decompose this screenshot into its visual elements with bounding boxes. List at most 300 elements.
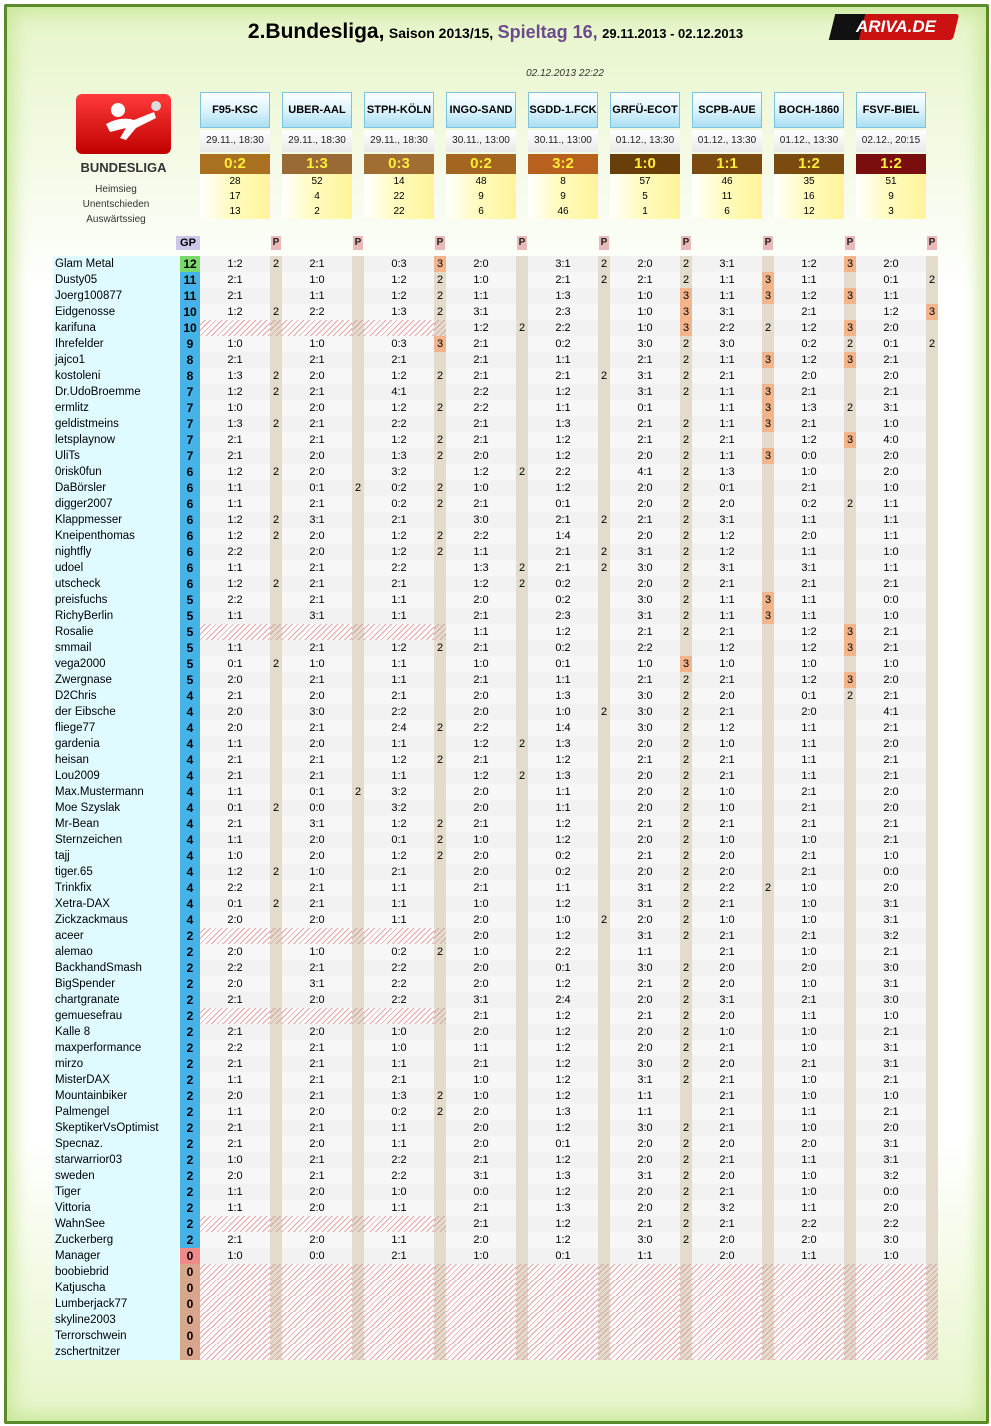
player-name[interactable]: aceer xyxy=(55,930,84,942)
tip-points xyxy=(270,992,282,1008)
tip-cell xyxy=(774,768,856,784)
tip-value xyxy=(364,1312,434,1328)
match-teams[interactable]: SGDD-1.FCK xyxy=(528,92,598,128)
player-name[interactable]: BackhandSmash xyxy=(55,962,142,974)
player-name[interactable]: Kalle 8 xyxy=(55,1026,91,1038)
tip-value: 0:1 xyxy=(774,688,844,704)
tip-cell xyxy=(364,1232,446,1248)
tip-points xyxy=(926,384,938,400)
player-gp: 2 xyxy=(180,992,200,1008)
tip-points xyxy=(270,672,282,688)
tip-value xyxy=(856,1344,926,1360)
player-gp: 4 xyxy=(180,816,200,832)
points-header[interactable]: P xyxy=(600,237,608,248)
player-name[interactable]: mirzo xyxy=(55,1058,84,1070)
tip-cell xyxy=(200,832,282,848)
player-name[interactable]: tiger.65 xyxy=(55,866,93,878)
tip-points xyxy=(434,912,446,928)
tip-cell xyxy=(774,1056,856,1072)
tip-value: 1:2 xyxy=(200,256,270,272)
player-gp: 2 xyxy=(180,1200,200,1216)
tip-points xyxy=(352,288,364,304)
tip-points: 2 xyxy=(680,608,692,624)
player-name[interactable]: Manager xyxy=(55,1250,101,1262)
player-name[interactable]: skyline2003 xyxy=(55,1314,116,1326)
tip-points: 3 xyxy=(680,288,692,304)
match-teams[interactable]: INGO-SAND xyxy=(446,92,516,128)
player-name[interactable]: sweden xyxy=(55,1170,95,1182)
points-header[interactable]: P xyxy=(272,237,280,248)
player-name[interactable]: udoel xyxy=(55,562,84,574)
points-header[interactable]: P xyxy=(928,237,936,248)
gp-header[interactable]: GP xyxy=(176,236,200,250)
tip-points xyxy=(434,928,446,944)
tip-points xyxy=(926,1152,938,1168)
player-name[interactable]: boobiebrid xyxy=(55,1266,109,1278)
tip-cell xyxy=(364,400,446,416)
tip-cell xyxy=(856,880,938,896)
points-header[interactable]: P xyxy=(682,237,690,248)
tip-cell xyxy=(364,800,446,816)
tip-points xyxy=(680,1328,692,1344)
tip-value: 2:1 xyxy=(200,1056,270,1072)
tip-points xyxy=(516,1120,528,1136)
tip-points xyxy=(762,1232,774,1248)
tip-cell xyxy=(856,256,938,272)
tip-cell xyxy=(610,704,692,720)
tip-points xyxy=(434,1280,446,1296)
player-name[interactable]: DaBörsler xyxy=(55,482,107,494)
tip-cell xyxy=(774,720,856,736)
player-name[interactable]: nightfly xyxy=(55,546,92,558)
tip-value: 0:2 xyxy=(528,576,598,592)
tip-points xyxy=(926,960,938,976)
home-win-count: 57 xyxy=(610,174,680,189)
player-name[interactable]: der Eibsche xyxy=(55,706,116,718)
tip-cell xyxy=(364,1056,446,1072)
tip-cell xyxy=(774,1264,856,1280)
player-name[interactable]: Dr.UdoBroemme xyxy=(55,386,141,398)
tip-value: 2:0 xyxy=(446,960,516,976)
tip-value: 2:0 xyxy=(610,800,680,816)
player-gp: 6 xyxy=(180,496,200,512)
tip-cell xyxy=(282,464,364,480)
tip-points xyxy=(926,1232,938,1248)
player-name[interactable]: Tiger xyxy=(55,1186,81,1198)
tip-value: 1:1 xyxy=(610,1088,680,1104)
match-teams[interactable]: UBER-AAL xyxy=(282,92,352,128)
tip-value: 2:0 xyxy=(446,688,516,704)
tip-points xyxy=(270,544,282,560)
tip-points: 3 xyxy=(680,320,692,336)
player-name[interactable]: Glam Metal xyxy=(55,258,114,270)
tip-points xyxy=(516,1072,528,1088)
tip-points xyxy=(270,880,282,896)
match-teams[interactable]: STPH-KÖLN xyxy=(364,92,434,128)
tip-cell xyxy=(610,960,692,976)
match-teams[interactable]: GRFÜ-ECOT xyxy=(610,92,680,128)
tip-cell xyxy=(282,352,364,368)
points-header[interactable]: P xyxy=(764,237,772,248)
tip-cell xyxy=(856,1344,938,1360)
player-name[interactable]: starwarrior03 xyxy=(55,1154,123,1166)
tip-value: 2:0 xyxy=(692,1056,762,1072)
player-gp: 9 xyxy=(180,336,200,352)
tip-points xyxy=(352,720,364,736)
player-name[interactable]: Moe Szyslak xyxy=(55,802,121,814)
points-header[interactable]: P xyxy=(846,237,854,248)
player-name[interactable]: Vittoria xyxy=(55,1202,91,1214)
player-name[interactable]: Joerg100877 xyxy=(55,290,123,302)
tip-points: 2 xyxy=(680,1008,692,1024)
tip-value: 1:1 xyxy=(692,448,762,464)
tip-points: 2 xyxy=(680,1232,692,1248)
tip-cell xyxy=(856,1264,938,1280)
player-name[interactable]: Rosalie xyxy=(55,626,94,638)
tip-value: 2:1 xyxy=(200,432,270,448)
player-name[interactable]: alemao xyxy=(55,946,93,958)
tip-points xyxy=(598,304,610,320)
tip-points xyxy=(352,816,364,832)
tip-cell xyxy=(446,592,528,608)
tip-value xyxy=(200,1344,270,1360)
player-name[interactable]: vega2000 xyxy=(55,658,106,670)
tip-value: 4:1 xyxy=(610,464,680,480)
match-result: 0:2 xyxy=(446,154,516,174)
tip-cell xyxy=(528,1296,610,1312)
player-name[interactable]: Dusty05 xyxy=(55,274,98,286)
player-name[interactable]: jajco1 xyxy=(55,354,86,366)
tip-cell xyxy=(364,864,446,880)
tip-points xyxy=(352,1232,364,1248)
tip-value: 2:1 xyxy=(282,496,352,512)
tip-points xyxy=(926,1296,938,1312)
tip-points: 3 xyxy=(844,672,856,688)
tip-value: 2:2 xyxy=(446,384,516,400)
tip-cell xyxy=(200,800,282,816)
tip-value: 1:1 xyxy=(774,608,844,624)
tip-cell xyxy=(528,784,610,800)
tip-value: 1:2 xyxy=(528,384,598,400)
tip-points xyxy=(762,1040,774,1056)
player-name[interactable]: Eidgenosse xyxy=(55,306,116,318)
tip-cell xyxy=(610,1168,692,1184)
player-name[interactable]: Zuckerberg xyxy=(55,1234,114,1246)
player-name[interactable]: chartgranate xyxy=(55,994,120,1006)
tip-points xyxy=(270,1088,282,1104)
player-gp: 4 xyxy=(180,896,200,912)
player-name[interactable]: Sternzeichen xyxy=(55,834,123,846)
player-name[interactable]: Lumberjack77 xyxy=(55,1298,128,1310)
draw-count: 16 xyxy=(774,189,844,204)
tip-cell xyxy=(200,896,282,912)
tip-value: 1:1 xyxy=(364,1200,434,1216)
tip-points: 3 xyxy=(844,624,856,640)
tip-cell xyxy=(282,1024,364,1040)
player-name[interactable]: Mountainbiker xyxy=(55,1090,128,1102)
player-name[interactable]: ermlitz xyxy=(55,402,89,414)
tip-points xyxy=(516,1200,528,1216)
tip-points: 2 xyxy=(680,816,692,832)
tip-value: 1:1 xyxy=(692,416,762,432)
match-teams[interactable]: F95-KSC xyxy=(200,92,270,128)
tip-points: 2 xyxy=(680,528,692,544)
tip-value: 1:1 xyxy=(692,272,762,288)
tip-value xyxy=(282,1008,352,1024)
player-name[interactable]: smmail xyxy=(55,642,92,654)
player-name[interactable]: tajj xyxy=(55,850,70,862)
tip-value: 1:0 xyxy=(856,608,926,624)
player-name[interactable]: MisterDAX xyxy=(55,1074,110,1086)
tip-cell xyxy=(364,640,446,656)
tip-points xyxy=(926,592,938,608)
tip-points: 2 xyxy=(680,992,692,1008)
tip-cell xyxy=(610,1056,692,1072)
player-gp: 2 xyxy=(180,928,200,944)
tip-cell xyxy=(446,672,528,688)
tip-value: 1:0 xyxy=(200,1248,270,1264)
tip-points: 2 xyxy=(680,1136,692,1152)
tip-cell xyxy=(364,704,446,720)
draw-count: 11 xyxy=(692,189,762,204)
tip-value: 1:0 xyxy=(774,880,844,896)
tip-value: 1:0 xyxy=(200,848,270,864)
tip-value: 1:1 xyxy=(200,832,270,848)
tip-cell xyxy=(446,1344,528,1360)
player-name[interactable]: digger2007 xyxy=(55,498,113,510)
tip-value: 1:1 xyxy=(528,800,598,816)
tip-cell xyxy=(692,1088,774,1104)
player-name[interactable]: kostoleni xyxy=(55,370,101,382)
player-name[interactable]: geldistmeins xyxy=(55,418,119,430)
tip-points xyxy=(352,384,364,400)
player-name[interactable]: Terrorschwein xyxy=(55,1330,127,1342)
tip-points xyxy=(598,688,610,704)
tip-cell xyxy=(856,1104,938,1120)
tip-points: 2 xyxy=(270,576,282,592)
player-name[interactable]: Trinkfix xyxy=(55,882,92,894)
tip-value: 2:1 xyxy=(200,1232,270,1248)
tip-points xyxy=(516,1280,528,1296)
tip-value: 1:0 xyxy=(856,544,926,560)
match-teams[interactable]: BOCH-1860 xyxy=(774,92,844,128)
tip-cell xyxy=(446,656,528,672)
tip-value: 1:1 xyxy=(364,656,434,672)
tip-points: 2 xyxy=(270,368,282,384)
player-name[interactable]: Kneipenthomas xyxy=(55,530,135,542)
player-name[interactable]: Palmengel xyxy=(55,1106,110,1118)
tip-value: 2:1 xyxy=(282,672,352,688)
tip-cell xyxy=(200,448,282,464)
points-header[interactable]: P xyxy=(518,237,526,248)
tip-cell xyxy=(200,592,282,608)
tip-points xyxy=(598,1024,610,1040)
player-gp: 4 xyxy=(180,912,200,928)
points-header[interactable]: P xyxy=(354,237,362,248)
tip-value: 2:2 xyxy=(610,640,680,656)
tip-points xyxy=(516,784,528,800)
tip-value: 1:1 xyxy=(446,288,516,304)
tip-value: 2:1 xyxy=(692,672,762,688)
player-name[interactable]: Zwergnase xyxy=(55,674,112,686)
tip-value: 2:1 xyxy=(446,672,516,688)
tip-points xyxy=(270,784,282,800)
player-name[interactable]: gardenia xyxy=(55,738,100,750)
match-teams[interactable]: SCPB-AUE xyxy=(692,92,762,128)
tip-cell xyxy=(774,688,856,704)
player-name[interactable]: Klappmesser xyxy=(55,514,123,526)
tip-cell xyxy=(610,1344,692,1360)
player-name[interactable]: letsplaynow xyxy=(55,434,116,446)
tip-value: 2:0 xyxy=(692,688,762,704)
tip-value: 1:2 xyxy=(528,752,598,768)
tip-cell xyxy=(774,528,856,544)
tip-points xyxy=(352,1296,364,1312)
tip-points: 2 xyxy=(680,896,692,912)
tip-cell xyxy=(446,528,528,544)
player-name[interactable]: Katjuscha xyxy=(55,1282,106,1294)
tip-value: 2:1 xyxy=(528,512,598,528)
tip-value: 1:1 xyxy=(610,944,680,960)
tip-points xyxy=(844,416,856,432)
player-name[interactable]: BigSpender xyxy=(55,978,116,990)
tip-points xyxy=(516,832,528,848)
tip-value: 1:0 xyxy=(200,336,270,352)
tip-points xyxy=(270,960,282,976)
tip-value: 1:0 xyxy=(200,400,270,416)
tip-points: 2 xyxy=(516,560,528,576)
tip-points: 3 xyxy=(926,304,938,320)
tip-cell xyxy=(528,752,610,768)
match-date: 30.11., 13:00 xyxy=(528,130,598,152)
match-date: 02.12., 20:15 xyxy=(856,130,926,152)
tip-points: 2 xyxy=(680,720,692,736)
tip-points xyxy=(516,992,528,1008)
tip-value: 3:2 xyxy=(692,1200,762,1216)
tip-value: 1:1 xyxy=(364,592,434,608)
tip-points: 2 xyxy=(516,464,528,480)
player-name[interactable]: heisan xyxy=(55,754,89,766)
tip-cell xyxy=(692,480,774,496)
tip-value: 1:2 xyxy=(364,400,434,416)
tip-points xyxy=(270,352,282,368)
tip-value: 2:0 xyxy=(856,880,926,896)
tip-value: 1:1 xyxy=(856,496,926,512)
tip-value: 2:1 xyxy=(200,816,270,832)
tip-cell xyxy=(446,624,528,640)
tip-value: 2:1 xyxy=(774,384,844,400)
player-name[interactable]: UliTs xyxy=(55,450,80,462)
tip-cell xyxy=(528,400,610,416)
player-name[interactable]: SkeptikerVsOptimist xyxy=(55,1122,159,1134)
player-name[interactable]: Lou2009 xyxy=(55,770,100,782)
tip-cell xyxy=(282,656,364,672)
tip-points: 2 xyxy=(680,880,692,896)
player-name[interactable]: Zickzackmaus xyxy=(55,914,128,926)
tip-cell xyxy=(528,608,610,624)
tip-value: 2:0 xyxy=(692,848,762,864)
player-name[interactable]: preisfuchs xyxy=(55,594,108,606)
player-name[interactable]: Xetra-DAX xyxy=(55,898,110,910)
tip-value: 2:0 xyxy=(856,736,926,752)
tip-cell xyxy=(856,1232,938,1248)
tip-points xyxy=(598,784,610,800)
tip-value: 2:0 xyxy=(692,1248,762,1264)
player-name[interactable]: WahnSee xyxy=(55,1218,106,1230)
tip-value: 2:1 xyxy=(774,784,844,800)
tip-value: 2:0 xyxy=(856,320,926,336)
tip-value xyxy=(282,320,352,336)
player-name[interactable]: Specnaz. xyxy=(55,1138,103,1150)
tip-points xyxy=(270,944,282,960)
player-name[interactable]: fliege77 xyxy=(55,722,96,734)
tip-value: 1:0 xyxy=(446,896,516,912)
tip-value: 2:2 xyxy=(200,1040,270,1056)
points-header[interactable]: P xyxy=(436,237,444,248)
player-name[interactable]: zschertnitzer xyxy=(55,1346,121,1358)
tip-value: 2:0 xyxy=(692,864,762,880)
tip-cell xyxy=(692,816,774,832)
tip-cell xyxy=(610,576,692,592)
tip-points: 2 xyxy=(434,496,446,512)
tip-points: 2 xyxy=(680,912,692,928)
tip-value: 2:1 xyxy=(692,816,762,832)
tip-points xyxy=(844,704,856,720)
tip-value xyxy=(856,1280,926,1296)
player-name[interactable]: D2Chris xyxy=(55,690,97,702)
player-name[interactable]: Max.Mustermann xyxy=(55,786,144,798)
player-name[interactable]: RichyBerlin xyxy=(55,610,114,622)
tip-points xyxy=(762,896,774,912)
tip-points xyxy=(270,1104,282,1120)
tip-cell xyxy=(364,688,446,704)
tip-cell xyxy=(200,672,282,688)
match-teams[interactable]: FSVF-BIEL xyxy=(856,92,926,128)
tip-value: 2:2 xyxy=(200,544,270,560)
tip-value xyxy=(610,1344,680,1360)
tip-points xyxy=(434,976,446,992)
player-name[interactable]: Mr-Bean xyxy=(55,818,100,830)
tip-points xyxy=(516,400,528,416)
tip-points xyxy=(598,992,610,1008)
tip-value: 1:1 xyxy=(364,768,434,784)
tip-cell xyxy=(774,1216,856,1232)
tip-value: 2:0 xyxy=(692,1168,762,1184)
player-name[interactable]: 0risk0fun xyxy=(55,466,102,478)
player-name[interactable]: karifuna xyxy=(55,322,96,334)
player-name[interactable]: utscheck xyxy=(55,578,101,590)
tip-cell xyxy=(200,1232,282,1248)
ariva-logo[interactable] xyxy=(833,14,959,40)
player-name[interactable]: maxperformance xyxy=(55,1042,142,1054)
tip-value: 1:2 xyxy=(364,640,434,656)
tip-value: 2:1 xyxy=(446,880,516,896)
tip-cell xyxy=(856,352,938,368)
tip-cell xyxy=(446,1072,528,1088)
tip-value xyxy=(200,1296,270,1312)
tip-points xyxy=(516,1344,528,1360)
player-name[interactable]: Ihrefelder xyxy=(55,338,104,350)
tip-cell xyxy=(528,768,610,784)
tip-value: 2:0 xyxy=(610,1200,680,1216)
tip-value: 2:0 xyxy=(446,848,516,864)
tip-points xyxy=(762,1264,774,1280)
player-gp: 6 xyxy=(180,560,200,576)
matchday-label: Spieltag 16, xyxy=(497,22,598,42)
player-name[interactable]: gemuesefrau xyxy=(55,1010,123,1022)
tip-value xyxy=(528,1280,598,1296)
tip-value: 1:3 xyxy=(200,416,270,432)
